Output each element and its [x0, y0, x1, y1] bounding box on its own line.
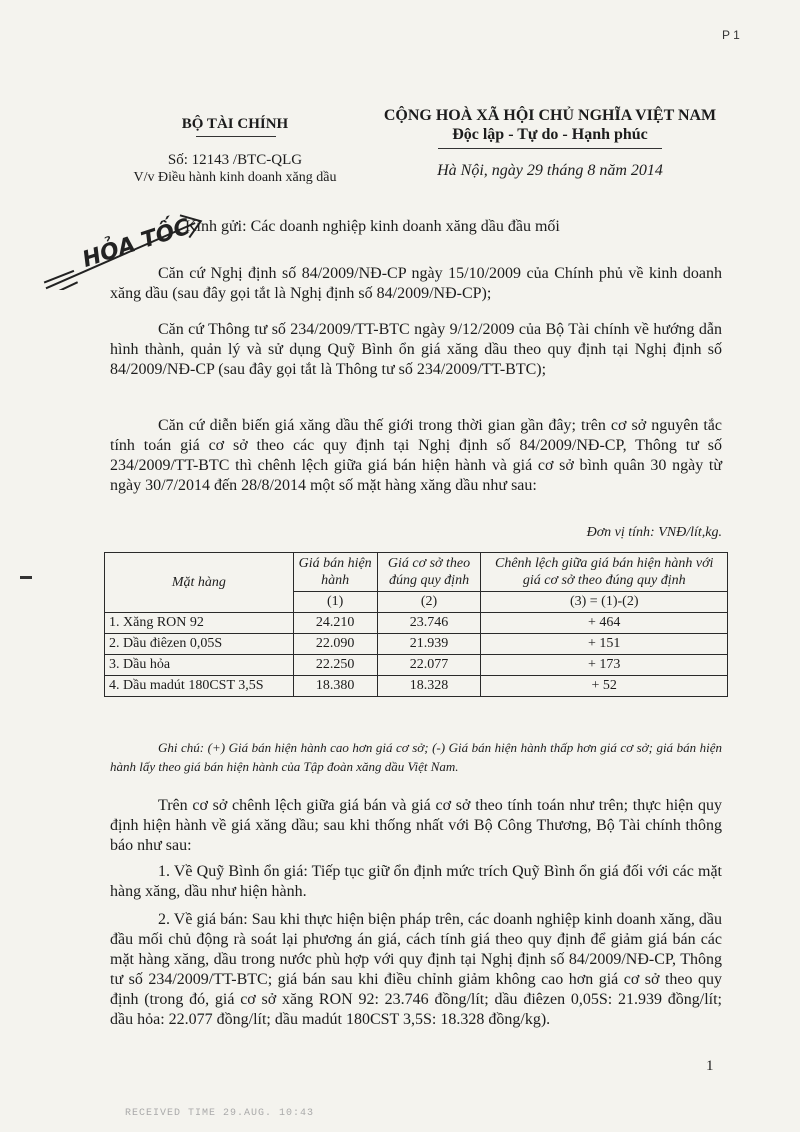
index-base: (2) — [377, 592, 481, 613]
margin-mark — [20, 576, 32, 579]
header-item: Mặt hàng — [105, 553, 294, 613]
country-name: CỘNG HOÀ XÃ HỘI CHỦ NGHĨA VIỆT NAM — [383, 107, 717, 124]
row-item: 1. Xăng RON 92 — [105, 613, 294, 634]
table-row — [105, 613, 728, 634]
table-header-row — [105, 553, 728, 592]
paragraph-price-trend: Căn cứ diễn biến giá xăng dầu thế giới trong thời gian gần đây; trên cơ sở nguyên tắc tính toán giá cơ sở theo các quy định tại Nghị định số 84/2009/NĐ-CP, Thông tư số 234/2009/TT-BTC thì chênh lệch giữa giá bán hiện hành và giá cơ sở bình quân 30 ngày từ ngày 30/7/2014 đến 28/8/2014 một số mặt hàng xăng dầu như sau: — [110, 417, 722, 494]
document-date: Hà Nội, ngày 29 tháng 8 năm 2014 — [437, 162, 663, 179]
fax-page-mark: P 1 — [722, 28, 740, 42]
header-difference: Chênh lệch giữa giá bán hiện hành với giá cơ sở theo đúng quy định — [481, 553, 728, 592]
row-item: 4. Dầu madút 180CST 3,5S — [105, 676, 294, 697]
row-current-price: 22.250 — [293, 655, 377, 676]
header-base-price: Giá cơ sở theo đúng quy định — [377, 553, 481, 592]
fax-header-line — [300, 30, 720, 40]
table-row — [105, 634, 728, 655]
row-difference: + 151 — [481, 634, 728, 655]
header-current-price: Giá bán hiện hành — [293, 553, 377, 592]
table-row — [105, 676, 728, 697]
row-base-price: 23.746 — [377, 613, 481, 634]
ministry-name: BỘ TÀI CHÍNH — [181, 116, 289, 132]
fax-received-stamp: RECEIVED TIME 29.AUG. 10:43 — [125, 1108, 315, 1119]
page-number: 1 — [706, 1058, 714, 1074]
paragraph-stabilization-fund: 1. Về Quỹ Bình ổn giá: Tiếp tục giữ ổn định mức trích Quỹ Bình ổn giá đối với các mặt hàng xăng, dầu như hiện hành. — [110, 863, 722, 900]
row-difference: + 173 — [481, 655, 728, 676]
paragraph-announcement-intro: Trên cơ sở chênh lệch giữa giá bán và giá cơ sở theo tính toán như trên; thực hiện quy định hiện hành về giá xăng dầu; sau khi thống nhất với Bộ Công Thương, Bộ Tài chính thông báo như sau: — [110, 797, 722, 854]
row-base-price: 18.328 — [377, 676, 481, 697]
ministry-underline — [196, 136, 276, 137]
national-motto: Độc lập - Tự do - Hạnh phúc — [452, 126, 648, 143]
row-difference: + 464 — [481, 613, 728, 634]
row-current-price: 22.090 — [293, 634, 377, 655]
index-current: (1) — [293, 592, 377, 613]
motto-underline — [438, 148, 662, 149]
paragraph-legal-basis-decree: Căn cứ Nghị định số 84/2009/NĐ-CP ngày 15/10/2009 của Chính phủ về kinh doanh xăng dầu (sau đây gọi tắt là Nghị định số 84/2009/NĐ-CP); — [110, 265, 722, 302]
urgent-stamp-text: HỎA TỐC — [79, 214, 194, 273]
row-current-price: 18.380 — [293, 676, 377, 697]
row-base-price: 22.077 — [377, 655, 481, 676]
row-item: 2. Dầu điêzen 0,05S — [105, 634, 294, 655]
document-subject: V/v Điều hành kinh doanh xăng dầu — [133, 170, 337, 185]
table-note: Ghi chú: (+) Giá bán hiện hành cao hơn giá cơ sở; (-) Giá bán hiện hành thấp hơn giá cơ sở; giá bán hiện hành lấy theo giá bán hiện hành của Tập đoàn xăng dầu Việt Nam. — [110, 740, 722, 774]
index-difference: (3) = (1)-(2) — [481, 592, 728, 613]
document-number: Số: 12143 /BTC-QLG — [167, 152, 303, 168]
row-difference: + 52 — [481, 676, 728, 697]
price-table — [104, 552, 728, 697]
paragraph-legal-basis-circular: Căn cứ Thông tư số 234/2009/TT-BTC ngày 9/12/2009 của Bộ Tài chính về hướng dẫn hình thành, quản lý và sử dụng Quỹ Bình ổn giá xăng dầu theo quy định tại Nghị định số 84/2009/NĐ-CP (sau đây gọi tắt là Thông tư số 234/2009/TT-BTC); — [110, 321, 722, 378]
recipient-line: Kính gửi: Các doanh nghiệp kinh doanh xăng dầu đầu mối — [185, 218, 560, 235]
table-unit: Đơn vị tính: VNĐ/lít,kg. — [586, 525, 722, 540]
table-row — [105, 655, 728, 676]
paragraph-selling-price: 2. Về giá bán: Sau khi thực hiện biện pháp trên, các doanh nghiệp kinh doanh xăng, dầu đầu mối chủ động rà soát lại phương án giá, cách tính giá theo quy định để giảm giá bán các mặt hàng xăng, dầu trong nước phù hợp với quy định tại Nghị định số 84/2009/NĐ-CP, Thông tư số 234/2009/TT-BTC; giá bán sau khi điều chỉnh giảm không cao hơn giá cơ sở theo quy định (trong đó, giá cơ sở xăng RON 92: 23.746 đồng/lít; dầu điêzen 0,05S: 21.939 đồng/lít; dầu hỏa: 22.077 đồng/lít; dầu madút 180CST 3,5S: 18.328 đồng/kg). — [110, 911, 722, 1028]
row-item: 3. Dầu hỏa — [105, 655, 294, 676]
row-base-price: 21.939 — [377, 634, 481, 655]
row-current-price: 24.210 — [293, 613, 377, 634]
